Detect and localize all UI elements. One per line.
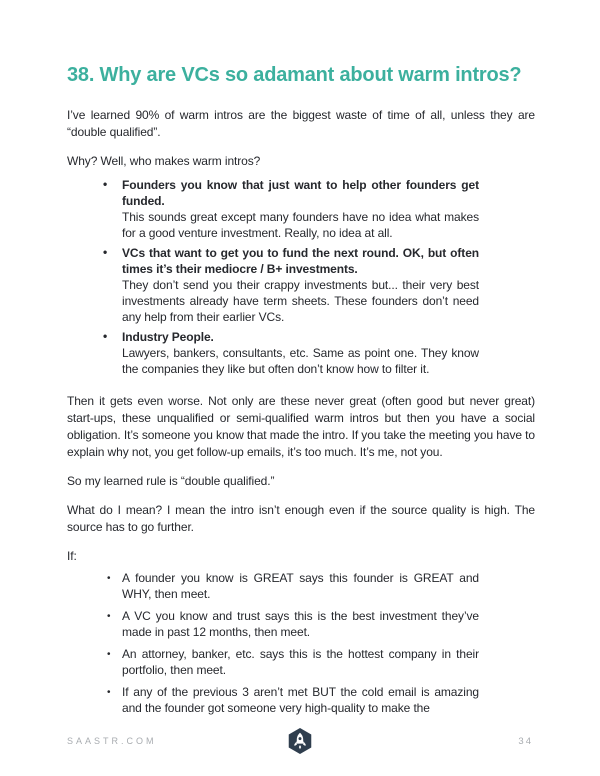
bullet-icon: • — [107, 687, 111, 698]
bullet-icon: • — [103, 329, 108, 343]
double-qualified-rules-list — [67, 570, 535, 716]
footer-site-label: SAASTR.COM — [67, 736, 157, 746]
bullet-icon: • — [107, 573, 111, 584]
warm-intro-sources-list — [67, 177, 535, 377]
paragraph-meaning: What do I mean? I mean the intro isn’t enough even if the source quality is high. The source has to go further. — [67, 503, 535, 534]
list-item-lead: VCs that want to get you to fund the next round. OK, but often times it’s their mediocre / B+ investments. — [122, 246, 479, 276]
list-item — [103, 245, 479, 325]
list-item — [107, 684, 479, 716]
page-number: 34 — [518, 735, 533, 747]
list-item-lead: Founders you know that just want to help other founders get funded. — [122, 178, 479, 208]
paragraph-question: Why? Well, who makes warm intros? — [67, 154, 261, 168]
list-item — [107, 646, 479, 678]
list-item-body: They don’t send you their crappy investments but... their very best investments already have term sheets. These founders don’t need any help from their earlier VCs. — [122, 278, 479, 324]
page-title: 38. Why are VCs so adamant about warm intros? — [67, 64, 522, 86]
bullet-icon: • — [107, 649, 111, 660]
list-item — [107, 570, 479, 602]
list-item-body: A VC you know and trust says this is the best investment they’ve made in past 12 months, then meet. — [122, 609, 479, 639]
page-footer — [67, 727, 533, 755]
paragraph-intro: I’ve learned 90% of warm intros are the biggest waste of time of all, unless they are “double qualified”. — [67, 108, 535, 139]
bullet-icon: • — [103, 177, 108, 191]
bullet-icon: • — [103, 245, 108, 259]
paragraph-if: If: — [67, 549, 77, 563]
saastr-rocket-hexagon-icon — [287, 727, 313, 755]
list-item-body: A founder you know is GREAT says this founder is GREAT and WHY, then meet. — [122, 571, 479, 601]
list-item-body: An attorney, banker, etc. says this is the hottest company in their portfolio, then meet. — [122, 647, 479, 677]
list-item-body: Lawyers, bankers, consultants, etc. Same as point one. They know the companies they like but often don’t know how to filter it. — [122, 346, 479, 376]
list-item — [103, 329, 479, 377]
bullet-icon: • — [107, 611, 111, 622]
list-item — [107, 608, 479, 640]
list-item — [103, 177, 479, 241]
list-item-body: If any of the previous 3 aren’t met BUT the cold email is amazing and the founder got someone very high-quality to make the — [122, 685, 479, 715]
paragraph-worse: Then it gets even worse. Not only are these never great (often good but never great) start-ups, these unqualified or semi-qualified warm intros but then you have a social obligation. It’s someone you know that made the intro. If you take the meeting you have to explain why not, you get follow-up emails, it’s too much. It’s me, not you. — [67, 394, 535, 459]
list-item-lead: Industry People. — [122, 330, 214, 344]
list-item-body: This sounds great except many founders have no idea what makes for a good venture investment. Really, no idea at all. — [122, 210, 479, 240]
page-content — [67, 62, 535, 722]
paragraph-rule: So my learned rule is “double qualified.” — [67, 474, 275, 488]
